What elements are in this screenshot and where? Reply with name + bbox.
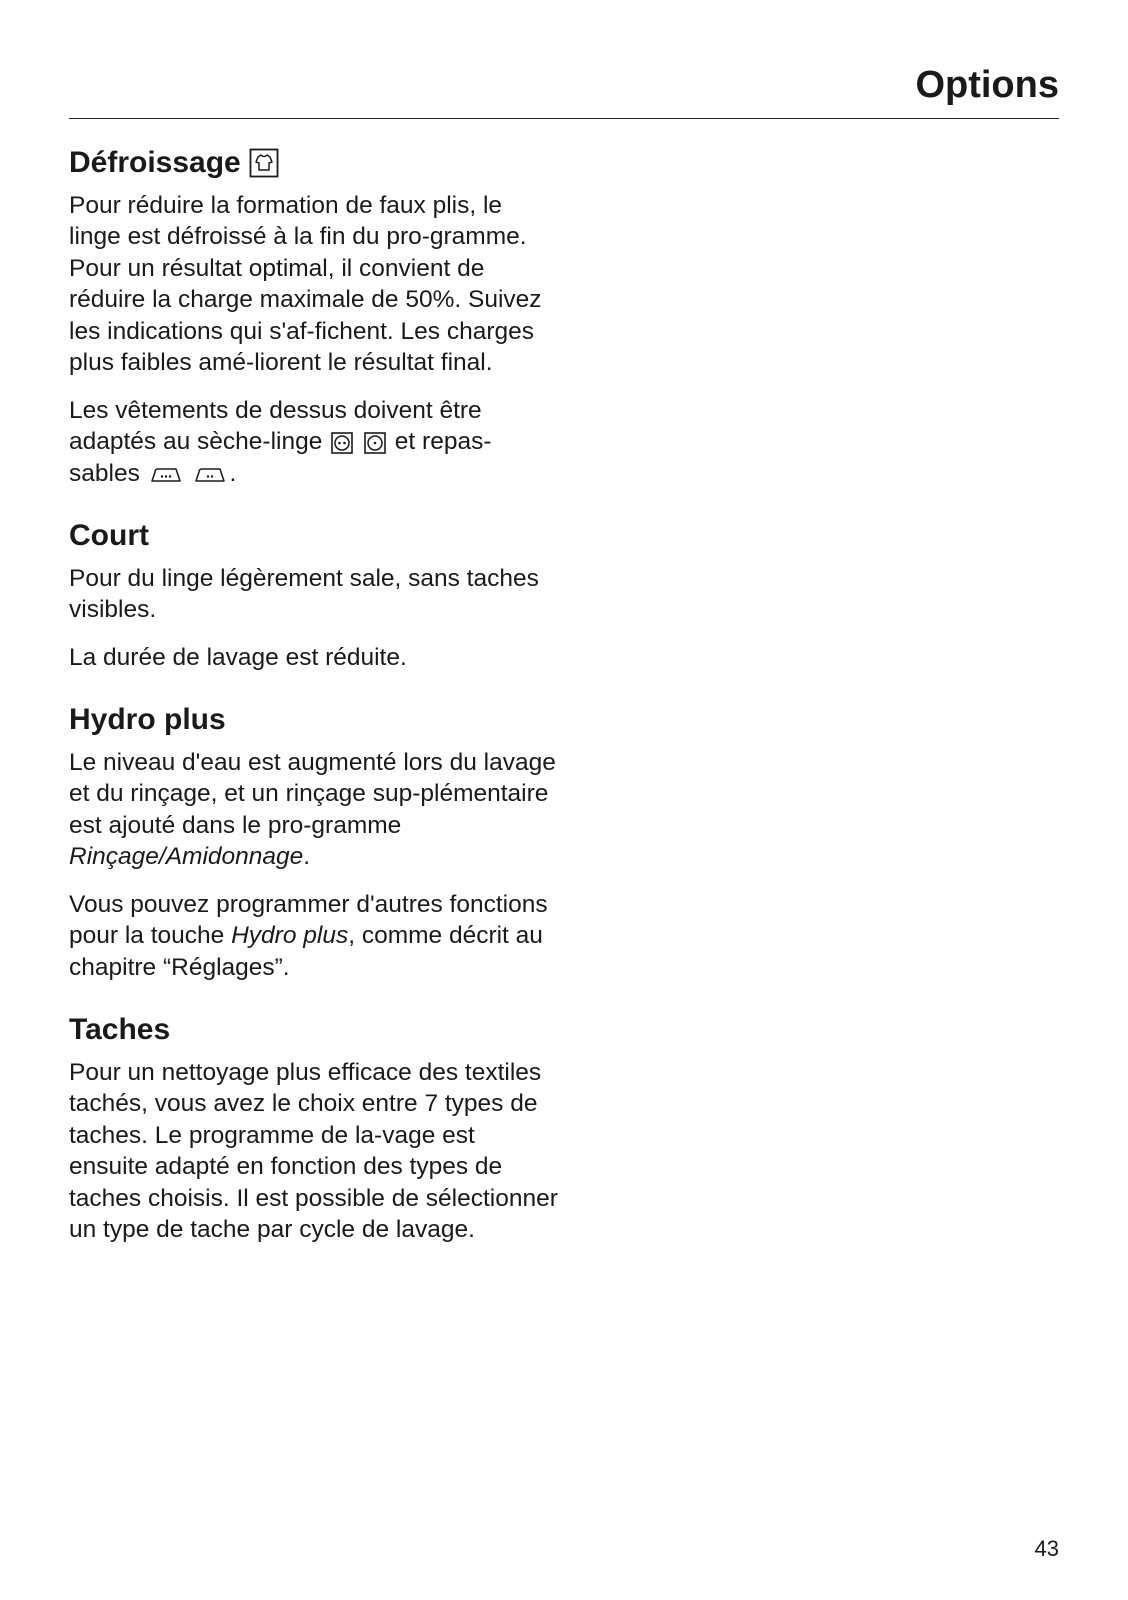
paragraph-text: et repas-sables (69, 428, 492, 487)
section-title: Court (69, 519, 149, 552)
page-title: Options (915, 64, 1059, 106)
paragraph-text: Les vêtements de dessus doivent être adaptés au sèche-linge (69, 396, 482, 455)
page-number: 43 (1034, 1536, 1059, 1561)
paragraph-text: . (229, 459, 237, 487)
paragraph-text: . (303, 843, 311, 870)
paragraph (69, 395, 559, 490)
section-defroissage (69, 144, 559, 489)
program-name: Rinçage/Amidonnage (69, 843, 304, 870)
section-court (69, 517, 559, 673)
paragraph (69, 747, 559, 873)
tumble-dry-high-icon (331, 432, 353, 454)
section-title-text: Défroissage (69, 146, 241, 179)
section-title: Taches (69, 1013, 171, 1046)
iron-medium-icon (149, 464, 183, 484)
options-content (69, 144, 559, 1274)
paragraph (69, 889, 559, 984)
section-title (69, 144, 559, 182)
section-title: Hydro plus (69, 703, 226, 736)
paragraph-text: Vous pouvez programmer d'autres fonctions pour la touche (69, 890, 548, 949)
paragraph-text: Le niveau d'eau est augmenté lors du lavage et du rinçage, et un rinçage sup-plémentaire est ajouté dans le pro-gramme (69, 748, 556, 839)
paragraph-text: , comme décrit au chapitre “Réglages”. (69, 922, 543, 981)
paragraph: Pour du linge légèrement sale, sans taches visibles. (69, 564, 539, 623)
section-taches (69, 1011, 559, 1246)
header-divider (69, 118, 1059, 119)
paragraph: Pour un nettoyage plus efficace des textiles tachés, vous avez le choix entre 7 types de taches. Le programme de la-vage est ensuite adapté en fonction des types de taches choisis. Il est possible de sélectionner un type de tache par cycle de lavage. (69, 1058, 558, 1243)
section-hydro-plus (69, 701, 559, 983)
shirt-crease-icon (249, 148, 279, 178)
tumble-dry-low-icon (364, 432, 386, 454)
paragraph: Pour réduire la formation de faux plis, le linge est défroissé à la fin du pro-gramme. Pour un résultat optimal, il convient de réduire la charge maximale de 50%. Suivez les indications qui s'af-fichent. Les charges plus faibles amé-liorent le résultat final. (69, 191, 542, 376)
paragraph: La durée de lavage est réduite. (69, 643, 407, 671)
button-name: Hydro plus (231, 922, 349, 949)
iron-low-icon (193, 464, 227, 484)
